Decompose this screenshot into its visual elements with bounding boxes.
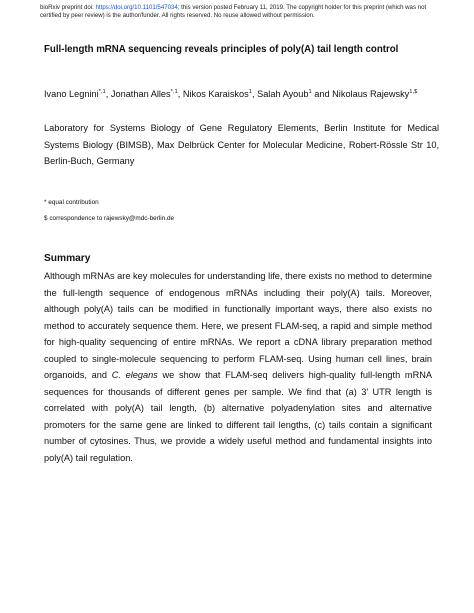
summary-text-part1: Although mRNAs are key molecules for understanding life, there exists no method to determine the full-length sequence of endogenous mRNAs including their poly(A) tails. Moreover, although poly(A) tails can be modified in functionally important ways, there also exists no method to accurately sequence them. Here, we present FLAM-seq, a rapid and simple method for high-quality sequencing of entire mRNAs. We report a cDNA library preparation method coupled to single-molecule sequencing to perform FLAM-seq. Using human cell lines, brain organoids, and (44, 271, 432, 381)
affiliation: Laboratory for Systems Biology of Gene Regulatory Elements, Berlin Institute for Medical Systems Biology (BIMSB), Max Delbrück Center for Molecular Medicine, Robert-Rössle Str 10, Berlin-Buch, Germany (44, 123, 439, 167)
summary-text-part2: we show that FLAM-seq delivers high-quality full-length mRNA sequences for thousands of different genes per sample. We find that (a) 3’ UTR length is correlated with poly(A) tail length, (b) alternative polyadenylation sites and alternative promoters for the same gene are linked to different tail lengths, (c) tails contain a significant number of cytosines. Thus, we provide a widely useful method and fundamental insights into poly(A) tail regulation. (44, 370, 432, 464)
summary-body (44, 268, 432, 467)
author-name: Jonathan Alles (110, 89, 171, 100)
header-rest: ; this version posted February 11, 2019. The copyright holder for this preprint (which was not certified by peer review) is the author/funder. All rights reserved. No reuse allowed without permission. (40, 4, 427, 19)
author-name: Salah Ayoub (257, 89, 309, 100)
correspondence-note: $ correspondence to rajewsky@mdc-berlin.de (44, 215, 175, 222)
equal-contribution-note: * equal contribution (44, 199, 99, 206)
author-name: Ivano Legnini (44, 89, 99, 100)
author-separator: , (251, 89, 258, 100)
author-affiliation-mark: *,1 (170, 89, 178, 95)
author-separator: and (311, 89, 333, 100)
author-separator: , (105, 89, 111, 100)
summary-paragraph (44, 268, 432, 467)
summary-heading: Summary (44, 253, 91, 264)
author-list (44, 89, 444, 99)
paper-title: Full-length mRNA sequencing reveals principles of poly(A) tail length control (44, 44, 399, 55)
author-separator: , (177, 89, 183, 100)
author-name: Nikolaus Rajewsky (332, 89, 410, 100)
author-affiliation-mark: 1 (308, 89, 312, 95)
author-name: Nikos Karaiskos (182, 89, 249, 100)
doi-link[interactable]: https://doi.org/10.1101/547034 (95, 4, 178, 11)
author-affiliation-mark: 1 (248, 89, 252, 95)
preprint-header-note (40, 4, 444, 19)
author-affiliation-mark: *,1 (98, 89, 106, 95)
author-affiliation-mark: 1,$ (409, 89, 418, 95)
organism-name: C. elegans (111, 370, 158, 381)
header-prefix: bioRxiv preprint doi: (40, 4, 96, 11)
